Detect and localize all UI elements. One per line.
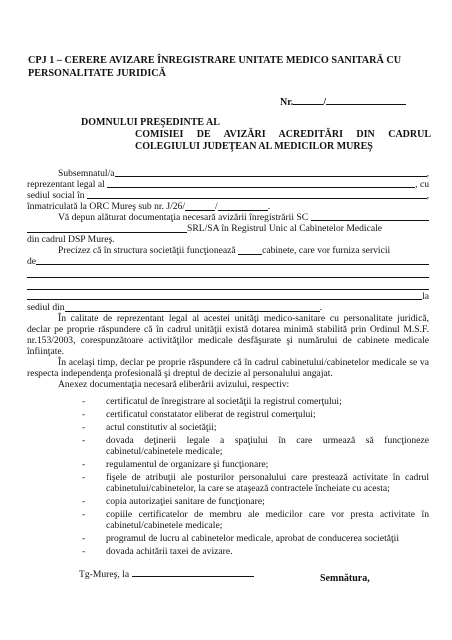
date-blank[interactable]: [132, 567, 254, 577]
precizez-line: [27, 245, 429, 256]
srl-sa-label: SRL/SA în Registrul Unic al Cabinetelor Medicale: [187, 223, 383, 234]
la-line: [27, 291, 429, 302]
sediul-din-blank[interactable]: [65, 302, 320, 312]
cu-label: cu: [419, 179, 429, 190]
atasat-label: Vă depun alăturat documentaţia necesară avizării înregistrării SC: [58, 212, 309, 223]
sc-name-blank[interactable]: [311, 212, 429, 221]
anexez-paragraph: Anexez documentaţia necesară eliberării avizului, respectiv:: [58, 379, 290, 390]
orc-sep: /: [215, 201, 218, 212]
list-item: - copia autorizaţiei sanitare de funcţionare;: [106, 496, 429, 507]
addressee-line-2: COMISIEI DE AVIZĂRI ACREDITĂRI DIN CADRUL: [135, 128, 431, 140]
calitate-paragraph: În calitate de reprezentant legal al acestei unităţi medico-sanitare cu personalitate juridică, declar pe proprie răspundere că în cadrul unităţii există dotarea minimă stabilită prin Ordinul M.S.F. nr.153/2003, corespunzătoare activităţilor medicale desfăşurate şi numărului de cabinete medicale înfiinţate.: [27, 313, 429, 357]
orc-label: înmatriculată la ORC Mureş sub nr. J/26/: [27, 201, 186, 212]
acelasi-paragraph: În acelaşi timp, declar pe proprie răspundere că în cadrul cabinetului/cabinetelor medicale se va respecta independenţa profesională şi dreptul de decizie al personalului angajat.: [27, 357, 429, 379]
services-blank-4[interactable]: [27, 291, 422, 300]
place-date-line: [79, 567, 254, 580]
subsemnatul-line: Subsemnatul/a ,: [58, 168, 429, 179]
nr-blank[interactable]: [293, 95, 323, 105]
list-item: - dovada deţinerii legale a spaţiului în care urmează să funcţioneze cabinetul/cabinetele medicale;: [106, 435, 429, 457]
reprezentant-line: reprezentant legal al , cu: [27, 179, 429, 190]
name-blank[interactable]: [115, 168, 427, 177]
atasat-line: [27, 212, 429, 223]
place-label: Tg-Mureş, la: [79, 569, 130, 580]
sediul-din-line: sediul din .: [27, 302, 322, 313]
precizez-label-2: cabinete, care vor furniza servicii: [262, 245, 391, 256]
nr-separator: /: [323, 97, 327, 108]
list-item: - actul constitutiv al societăţii;: [106, 422, 429, 433]
de-label: de: [27, 256, 37, 267]
sc-name-blank-2[interactable]: [27, 223, 187, 233]
nr-label: Nr.: [280, 97, 294, 108]
document-title: CPJ 1 – CERERE AVIZARE ÎNREGISTRARE UNITATE MEDICO SANITARĂ CU PERSONALITATE JURIDICĂ: [28, 55, 402, 79]
list-item: - certificatul constatator eliberat de registrul comerţului;: [106, 409, 429, 420]
list-item: - certificatul de înregistrare al societăţii la registrul comerţului;: [106, 396, 429, 407]
dsp-line: din cadrul DSP Mureş.: [27, 234, 115, 245]
addressee-line-1: DOMNULUI PREŞEDINTE AL: [81, 117, 220, 128]
la-label: la: [422, 291, 429, 302]
list-item: - fişele de atribuţii ale posturilor personalului care prestează activitate în cadrul cabinetului/cabinetelor, la care se ataşează contractele încheiate cu acesta;: [106, 472, 429, 494]
sediul-social-line: sediul social în ,: [27, 190, 429, 201]
services-blank-3[interactable]: [27, 279, 429, 290]
list-item: - programul de lucru al cabinetelor medicale, aprobat de conducerea societăţii: [106, 533, 429, 544]
list-item: - regulamentul de organizare şi funcţionare;: [106, 459, 429, 470]
nr-date-blank[interactable]: [326, 95, 406, 105]
orc-year-blank[interactable]: [218, 201, 268, 211]
company-blank[interactable]: [107, 179, 415, 188]
addressee-block: [81, 117, 431, 152]
cabinet-count-blank[interactable]: [238, 245, 262, 255]
services-blank[interactable]: [36, 256, 429, 265]
subsemnatul-label: Subsemnatul/a: [58, 168, 115, 179]
precizez-label: Precizez că în structura societăţii funcţionează: [58, 245, 236, 256]
registration-number: [280, 95, 430, 108]
sediul-social-blank[interactable]: [87, 190, 427, 199]
documents-list: [27, 396, 429, 557]
request-body: [27, 168, 429, 559]
servicii-line: [27, 256, 429, 267]
services-blank-2[interactable]: [27, 267, 429, 278]
srl-line: [27, 223, 429, 234]
addressee-line-3: COLEGIULUI JUDEŢEAN AL MEDICILOR MUREŞ: [135, 140, 373, 152]
reprezentant-label: reprezentant legal al: [27, 179, 105, 190]
sediul-din-label: sediul din: [27, 302, 65, 313]
orc-number-blank[interactable]: [185, 201, 215, 211]
signature-label: Semnătura,: [320, 573, 370, 584]
orc-line: înmatriculată la ORC Mureş sub nr. J/26/ / .: [27, 201, 271, 212]
list-item: - copiile certificatelor de membru ale medicilor care vor presta activitate în cabinetul/cabinetele medicale;: [106, 509, 429, 531]
list-item: - dovada achitării taxei de avizare.: [106, 546, 429, 557]
sediul-social-label: sediul social în: [27, 190, 85, 201]
